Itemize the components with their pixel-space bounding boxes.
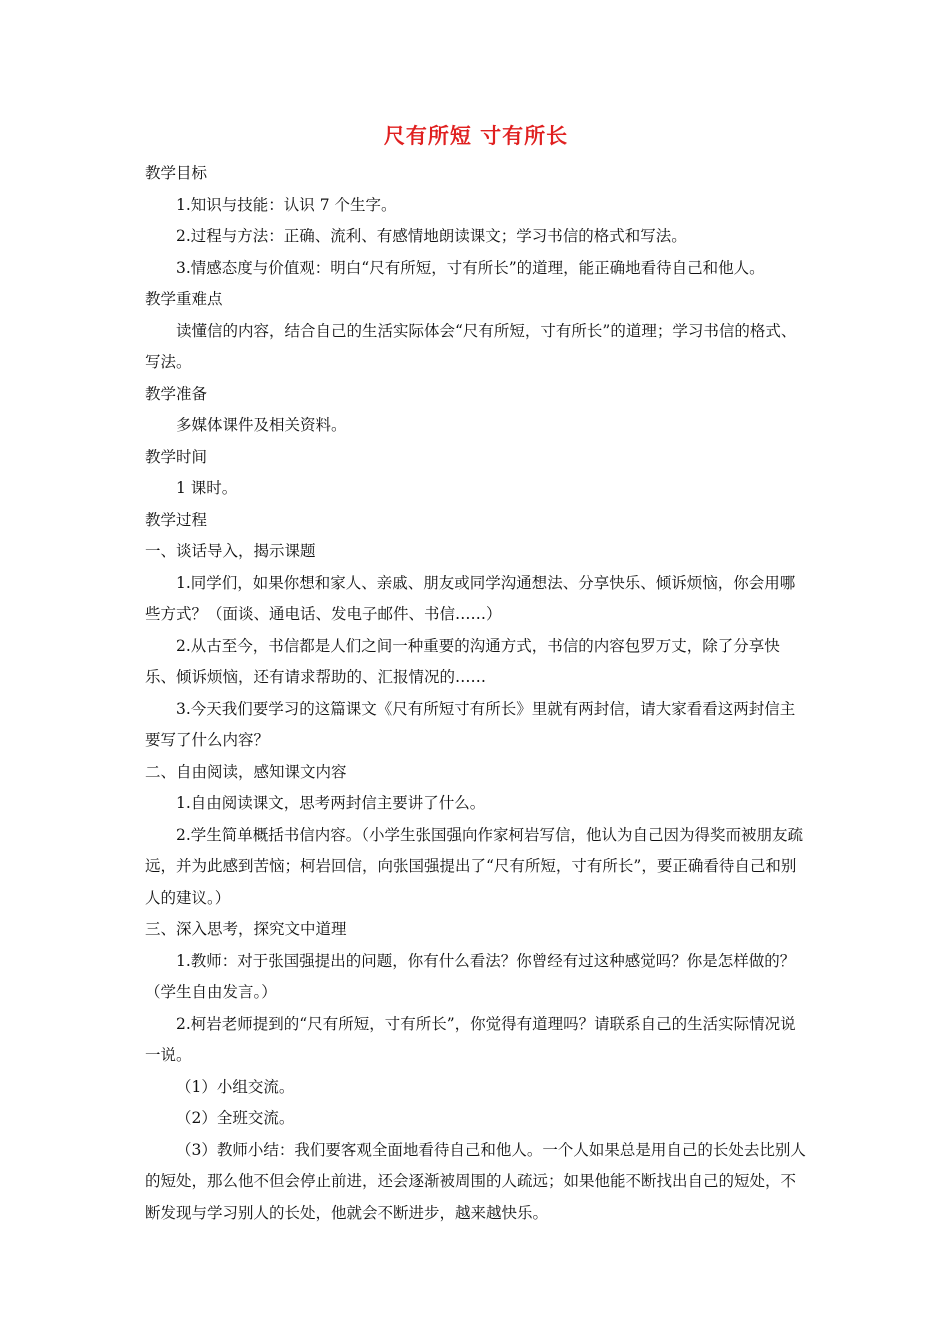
paragraph-key-points: 读懂信的内容，结合自己的生活实际体会“尺有所短，寸有所长”的道理；学习书信的格式、写法。 bbox=[145, 321, 797, 371]
section-heading-key-points: 教学重难点 bbox=[145, 290, 223, 308]
part-heading-3: 三、深入思考，探究文中道理 bbox=[145, 920, 347, 938]
document-title: 尺有所短 寸有所长 bbox=[383, 123, 569, 148]
part-heading-2: 二、自由阅读，感知课文内容 bbox=[145, 762, 347, 781]
paragraph-part2-2: 2.学生简单概括书信内容。（小学生张国强向作家柯岩写信，他认为自己因为得奖而被朋友疏远，并为此感到苦恼；柯岩回信，向张国强提出了“尺有所短，寸有所长”，要正确看待自己和别人的建议。） bbox=[145, 825, 804, 907]
paragraph-part3-1: 1.教师：对于张国强提出的问题，你有什么看法？你曾经有过这种感觉吗？你是怎样做的？（学生自由发言。） bbox=[145, 951, 796, 1001]
paragraph-part2-1: 1.自由阅读课文，思考两封信主要讲了什么。 bbox=[176, 794, 486, 812]
document-page bbox=[145, 118, 807, 1229]
paragraph-time: 1 课时。 bbox=[176, 479, 238, 497]
paragraph-goal-1: 1.知识与技能：认识 7 个生字。 bbox=[176, 195, 397, 214]
paragraph-preparation: 多媒体课件及相关资料。 bbox=[176, 416, 347, 434]
paragraph-part3-2a: （1）小组交流。 bbox=[176, 1077, 295, 1096]
paragraph-part1-1: 1.同学们，如果你想和家人、亲戚、朋友或同学沟通想法、分享快乐、倾诉烦恼，你会用哪些方式？（面谈、通电话、发电子邮件、书信……） bbox=[145, 573, 796, 623]
paragraph-part1-2: 2.从古至今，书信都是人们之间一种重要的沟通方式，书信的内容包罗万丈，除了分享快乐、倾诉烦恼，还有请求帮助的、汇报情况的…… bbox=[145, 636, 780, 686]
paragraph-part1-3: 3.今天我们要学习的这篇课文《尺有所短寸有所长》里就有两封信，请大家看看这两封信主要写了什么内容？ bbox=[145, 699, 796, 749]
paragraph-goal-3: 3.情感态度与价值观：明白“尺有所短，寸有所长”的道理，能正确地看待自己和他人。 bbox=[176, 258, 765, 277]
paragraph-part3-2b: （2）全班交流。 bbox=[176, 1109, 295, 1127]
section-heading-time: 教学时间 bbox=[145, 447, 208, 466]
section-heading-preparation: 教学准备 bbox=[145, 384, 208, 403]
paragraph-part3-2: 2.柯岩老师提到的“尺有所短，寸有所长”，你觉得有道理吗？请联系自己的生活实际情况说一说。 bbox=[145, 1014, 796, 1064]
paragraph-goal-2: 2.过程与方法：正确、流利、有感情地朗读课文；学习书信的格式和写法。 bbox=[176, 227, 687, 245]
part-heading-1: 一、谈话导入，揭示课题 bbox=[145, 542, 316, 560]
paragraph-part3-2c: （3）教师小结：我们要客观全面地看待自己和他人。一个人如果总是用自己的长处去比别人的短处，那么他不但会停止前进，还会逐渐被周围的人疏远；如果他能不断找出自己的短处，不断发现与学习别人的长处，他就会不断进步，越来越快乐。 bbox=[145, 1140, 806, 1222]
section-heading-goals: 教学目标 bbox=[145, 164, 208, 182]
section-heading-process: 教学过程 bbox=[145, 510, 208, 529]
